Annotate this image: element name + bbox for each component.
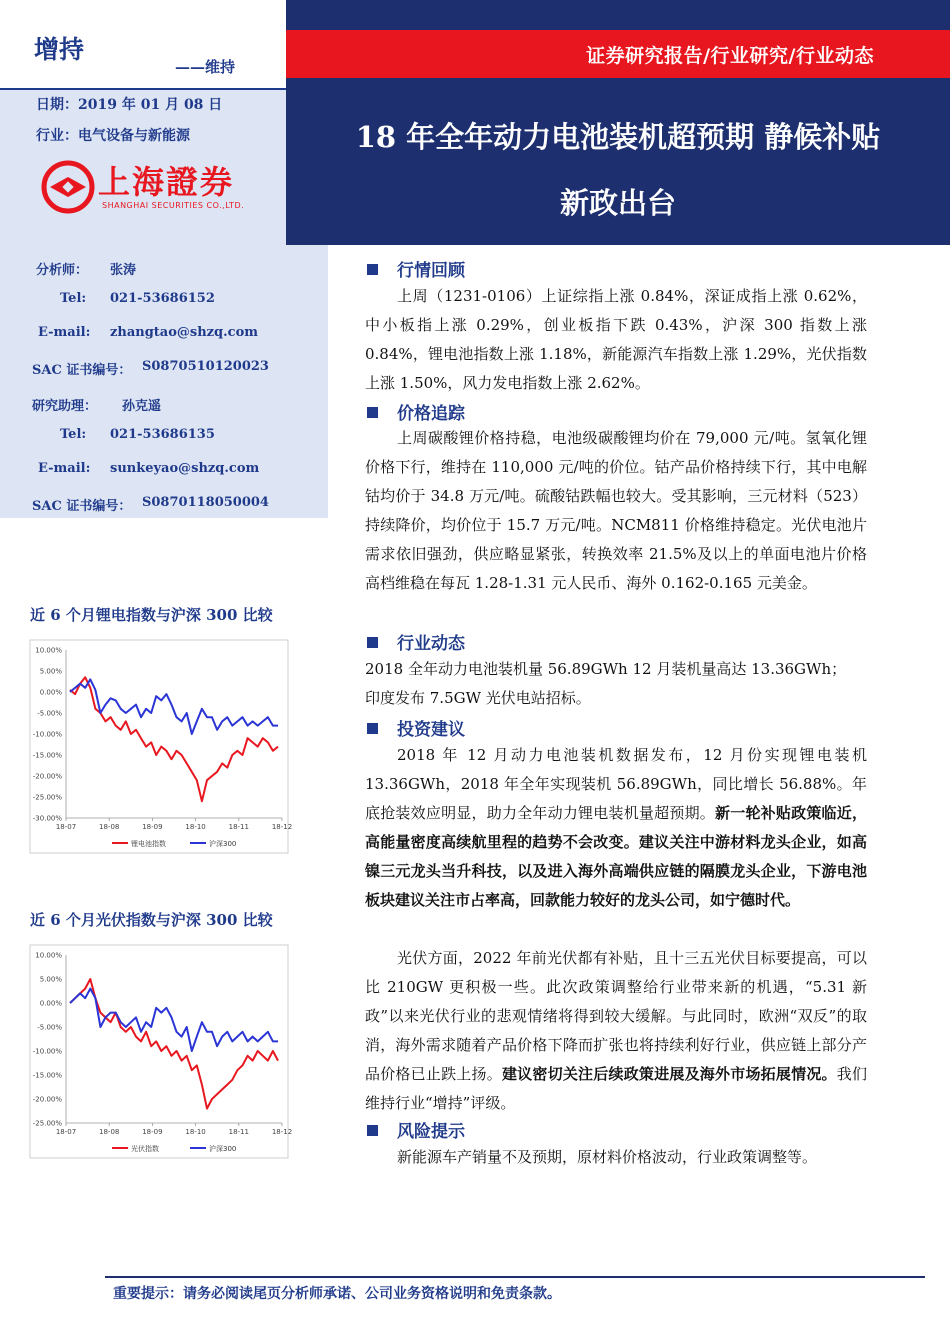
footer-rule — [105, 1276, 925, 1278]
y-tick-label: 10.00% — [35, 951, 62, 960]
report-date: 日期：2019 年 01 月 08 日 — [36, 97, 223, 113]
analyst-tel-label: Tel: — [60, 291, 87, 306]
logo-emblem-icon — [40, 159, 96, 215]
market-review-paragraph: 上周（1231-0106）上证综指上涨 0.84%，深证成指上涨 0.62%，中小板指上涨 0.29%，创业板指下跌 0.43%，沪深 300 指数上涨 0.84%，锂电池指数上涨 1.18%，新能源汽车指数上涨 1.29%，光伏指数上涨 1.50%，风力发电指数上涨 2.62%。 — [365, 287, 867, 392]
y-tick-label: -25.00% — [32, 793, 62, 802]
chart-frame — [30, 640, 288, 853]
x-tick-label: 18-12 — [271, 823, 293, 831]
x-tick-label: 18-07 — [55, 823, 77, 831]
investment-advice-paragraph-1: 2018 年 12 月动力电池装机数据发布，12 月份实现锂电装机 13.36GWh，2018 年全年实现装机 56.89GWh，同比增长 56.88%。年底抢装效应明显，助力全年动力锂电装机量超预期。新一轮补贴政策临近，高能量密度高续航里程的趋势不会改变。建议关注中游材料龙头企业，如高镍三元龙头当升科技，以及进入海外高端供应链的隔膜龙头企业，下游电池板块建议关注市占率高，回款能力较好的龙头公司，如宁德时代。 — [365, 746, 867, 909]
legend-label: 沪深300 — [209, 840, 237, 848]
x-tick-label: 18-11 — [228, 823, 249, 831]
legend-label: 锂电池指数 — [131, 840, 166, 848]
assistant-tel-label: Tel: — [60, 427, 87, 442]
bullet-square-icon — [367, 1125, 378, 1136]
x-tick-label: 18-10 — [185, 1128, 206, 1136]
analyst-email-label: E-mail: — [38, 325, 91, 340]
assistant-email: sunkeyao@shzq.com — [110, 461, 260, 476]
analyst-label: 分析师： — [36, 263, 89, 278]
industry-news-item-2: 印度发布 7.5GW 光伏电站招标。 — [365, 689, 591, 707]
investment-advice-paragraph-2: 光伏方面，2022 年前光伏都有补贴，且十三五光伏目标要提高，可以比 210GW 更积极一些。此次政策调整给行业带来新的机遇，“5.31 新政”以来光伏行业的悲观情绪将得到较大缓解。与此同时，欧洲“双反”的取消，海外需求随着产品价格下降而扩张也将持续利好行业，供应链上部分产品价格已止跌上扬。建议密切关注后续政策进展及海外市场拓展情况。我们维持行业“增持”评级。 — [365, 949, 867, 1112]
y-tick-label: 10.00% — [35, 646, 62, 655]
company-logo — [40, 157, 265, 219]
chart2-caption: 近 6 个月光伏指数与沪深 300 比较 — [30, 911, 273, 929]
legend-label: 光伏指数 — [131, 1145, 159, 1153]
y-tick-label: -10.00% — [32, 1047, 62, 1056]
series-line-hs300 — [70, 679, 278, 734]
series-line-sector-index — [70, 979, 278, 1109]
y-tick-label: -10.00% — [32, 730, 62, 739]
y-tick-label: -30.00% — [32, 814, 62, 823]
assistant-tel: 021-53686135 — [110, 427, 215, 442]
chart-frame — [30, 945, 288, 1158]
chart2-pv-vs-hs300 — [30, 945, 293, 1160]
bullet-square-icon — [367, 264, 378, 275]
x-tick-label: 18-11 — [228, 1128, 249, 1136]
y-tick-label: 5.00% — [39, 667, 62, 676]
logo-english-name: SHANGHAI SECURITIES CO.,LTD. — [102, 201, 245, 210]
analyst-panel — [0, 245, 328, 518]
rating-label: 增持 — [34, 35, 85, 64]
section-heading-investment-advice: 投资建议 — [367, 715, 465, 740]
analyst-name: 张涛 — [110, 263, 137, 278]
bullet-square-icon — [367, 723, 378, 734]
bullet-square-icon — [367, 407, 378, 418]
y-tick-label: 0.00% — [39, 688, 62, 697]
x-tick-label: 18-07 — [55, 1128, 77, 1136]
logo-chinese-name: 上海證券 — [98, 163, 235, 201]
y-tick-label: -5.00% — [37, 1023, 62, 1032]
y-tick-label: -15.00% — [32, 751, 62, 760]
y-tick-label: -15.00% — [32, 1071, 62, 1080]
chart1-caption: 近 6 个月锂电指数与沪深 300 比较 — [30, 606, 273, 624]
assistant-sac: S0870118050004 — [142, 495, 269, 510]
legend-label: 沪深300 — [209, 1145, 237, 1153]
risk-paragraph: 新能源车产销量不及预期，原材料价格波动，行业政策调整等。 — [397, 1148, 818, 1166]
series-line-sector-index — [70, 677, 278, 801]
assistant-label: 研究助理： — [32, 399, 98, 414]
assistant-sac-label: SAC 证书编号： — [32, 499, 132, 514]
assistant-name: 孙克遥 — [122, 399, 162, 414]
x-tick-label: 18-10 — [185, 823, 206, 831]
assistant-email-label: E-mail: — [38, 461, 91, 476]
y-tick-label: -25.00% — [32, 1119, 62, 1128]
y-tick-label: 5.00% — [39, 975, 62, 984]
section-heading-price-tracking: 价格追踪 — [367, 399, 465, 424]
y-tick-label: -5.00% — [37, 709, 62, 718]
y-tick-label: -20.00% — [32, 1095, 62, 1104]
section-heading-risk: 风险提示 — [367, 1117, 465, 1142]
header-navy-strip — [286, 0, 950, 30]
industry-news-item-1: 2018 全年动力电池装机量 56.89GWh 12 月装机量高达 13.36GWh； — [365, 660, 847, 678]
y-tick-label: -20.00% — [32, 772, 62, 781]
bullet-square-icon — [367, 637, 378, 648]
analyst-sac-label: SAC 证书编号： — [32, 363, 132, 378]
analyst-tel: 021-53686152 — [110, 291, 215, 306]
x-tick-label: 18-08 — [99, 823, 120, 831]
series-line-hs300 — [70, 989, 278, 1051]
chart1-lithium-vs-hs300 — [30, 640, 293, 855]
section-heading-industry-news: 行业动态 — [367, 629, 465, 654]
rating-maintain: ——维持 — [175, 58, 236, 76]
section-heading-market-review: 行情回顾 — [367, 256, 465, 281]
report-title-line1: 18 年全年动力电池装机超预期 静候补贴 — [355, 120, 881, 154]
report-title-line2: 新政出台 — [559, 186, 676, 220]
rating-box — [0, 0, 286, 90]
analyst-sac: S0870510120023 — [142, 359, 269, 374]
report-type: 证券研究报告/行业研究/行业动态 — [586, 45, 874, 67]
x-tick-label: 18-08 — [99, 1128, 120, 1136]
x-tick-label: 18-09 — [142, 1128, 163, 1136]
footer-disclaimer: 重要提示：请务必阅读尾页分析师承诺、公司业务资格说明和免责条款。 — [113, 1286, 561, 1302]
price-tracking-paragraph: 上周碳酸锂价格持稳，电池级碳酸锂均价在 79,000 元/吨。氢氧化锂价格下行，维持在 110,000 元/吨的价位。钴产品价格持续下行，其中电解钴均价于 34.8 万元/吨。硫酸钴跌幅也较大。受其影响，三元材料（523）持续降价，均价位于 15.7 万元/吨。NCM811 价格维持稳定。光伏电池片需求依旧强劲，供应略显紧张，转换效率 21.5%及以上的单面电池片价格高档维稳在每瓦 1.28-1.31 元人民币、海外 0.162-0.165 元美金。 — [365, 429, 867, 592]
x-tick-label: 18-09 — [142, 823, 163, 831]
report-industry: 行业：电气设备与新能源 — [36, 128, 190, 144]
y-tick-label: 0.00% — [39, 999, 62, 1008]
analyst-email: zhangtao@shzq.com — [110, 325, 259, 340]
x-tick-label: 18-12 — [271, 1128, 293, 1136]
